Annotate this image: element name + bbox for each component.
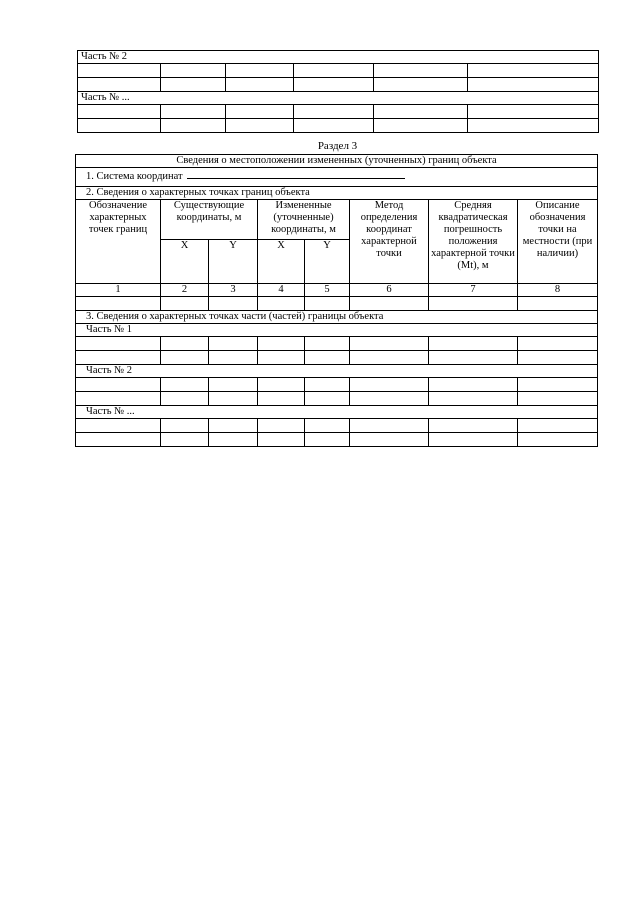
col-number: 5 <box>305 284 350 297</box>
part-2-label: Часть № 2 <box>78 51 599 64</box>
col-existing-y: Y <box>209 240 258 284</box>
col-designation: Обозначение характерных точек границ <box>76 200 161 284</box>
col-error: Средняя квадратическая погрешность положения характерной точки (Mt), м <box>429 200 518 284</box>
table-row <box>76 378 598 392</box>
table-row <box>76 351 598 365</box>
table-row <box>76 297 598 311</box>
col-changed-x: X <box>258 240 305 284</box>
table-row <box>78 78 599 92</box>
coordinate-system-label: 1. Система координат <box>86 171 183 182</box>
part-n-label: Часть № ... <box>78 92 599 105</box>
col-number: 1 <box>76 284 161 297</box>
part-2-label: Часть № 2 <box>76 365 598 378</box>
top-parts-table <box>77 50 599 133</box>
part-n-label: Часть № ... <box>76 406 598 419</box>
parts-heading: 3. Сведения о характерных точках части (частей) границы объекта <box>76 311 598 324</box>
section-title: Раздел 3 <box>317 140 358 152</box>
boundary-points-table <box>75 154 598 447</box>
col-method: Метод определения координат характерной точки <box>350 200 429 284</box>
points-heading: 2. Сведения о характерных точках границ объекта <box>76 187 598 200</box>
coordinate-system-field[interactable] <box>187 168 405 179</box>
table-row <box>76 419 598 433</box>
col-existing-coords: Существующие координаты, м <box>161 200 258 240</box>
table-row <box>78 119 599 133</box>
table-row <box>78 105 599 119</box>
section-heading: Сведения о местоположении измененных (уточненных) границ объекта <box>76 155 598 168</box>
column-numbers-row <box>76 284 598 297</box>
col-number: 6 <box>350 284 429 297</box>
col-number: 8 <box>518 284 598 297</box>
table-row <box>78 64 599 78</box>
col-number: 2 <box>161 284 209 297</box>
col-number: 3 <box>209 284 258 297</box>
table-row <box>76 337 598 351</box>
col-changed-y: Y <box>305 240 350 284</box>
coordinate-system-row <box>76 168 598 187</box>
col-number: 7 <box>429 284 518 297</box>
col-changed-coords: Измененные (уточненные) координаты, м <box>258 200 350 240</box>
table-row <box>76 433 598 447</box>
col-description: Описание обозначения точки на местности (при наличии) <box>518 200 598 284</box>
table-row <box>76 392 598 406</box>
col-number: 4 <box>258 284 305 297</box>
col-existing-x: X <box>161 240 209 284</box>
part-1-label: Часть № 1 <box>76 324 598 337</box>
